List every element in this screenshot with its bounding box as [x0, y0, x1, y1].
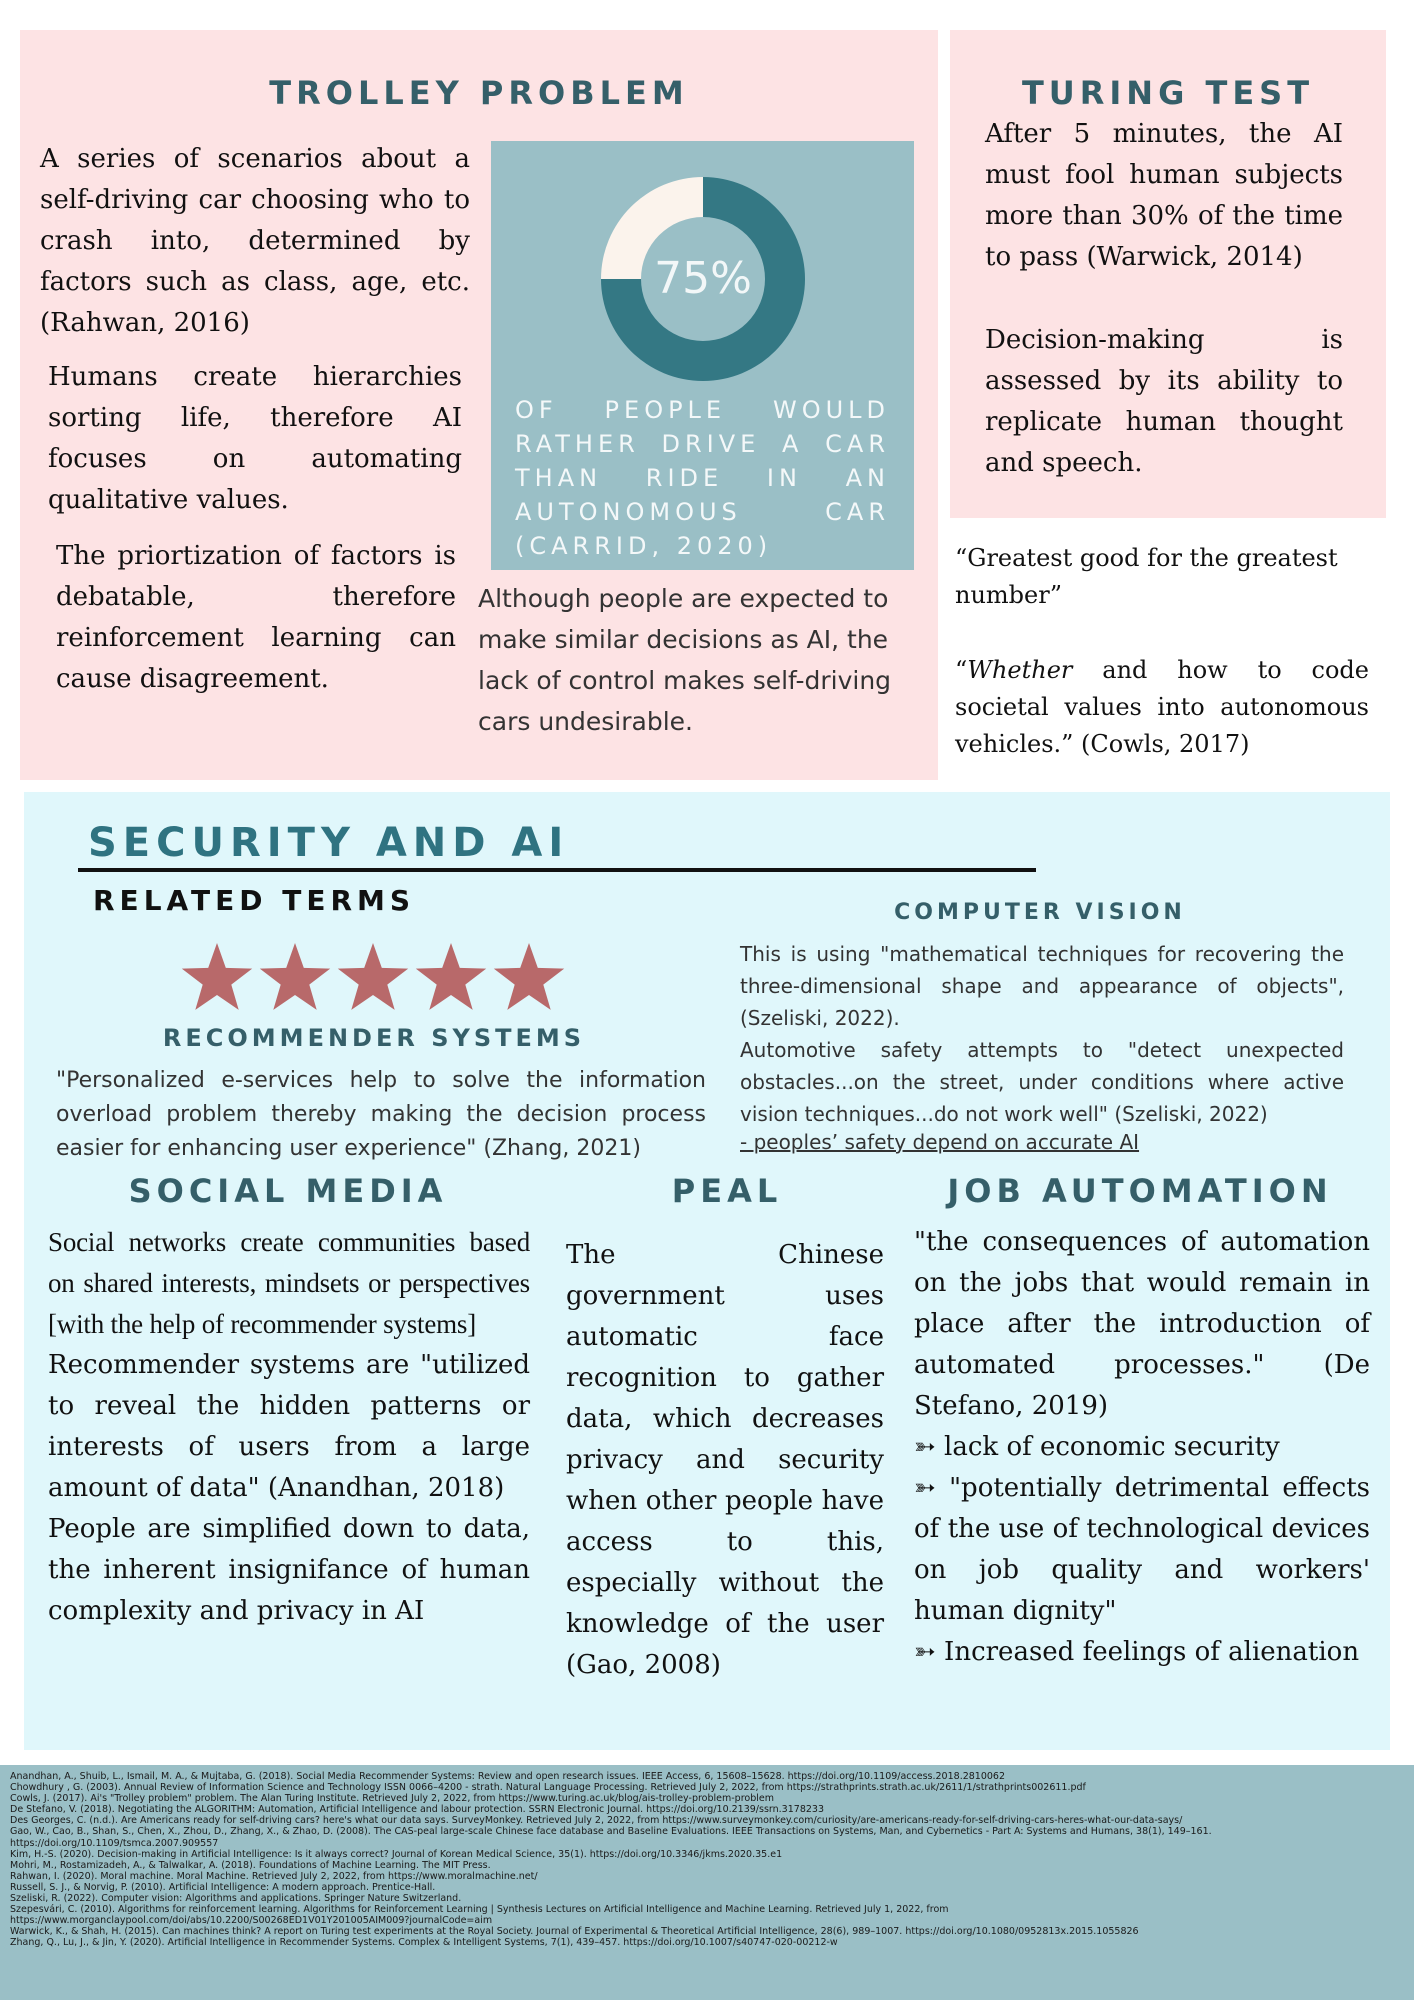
reference-item: Rahwan, I. (2020). Moral machine. Moral Machine. Retrieved July 2, 2022, from https://www.moralmachine.net/ [10, 1870, 538, 1882]
quote-italic-word: Whether [967, 656, 1073, 684]
recommender-text: "Personalized e-services help to solve the information overload problem thereby making the decision process easier for enhancing user experience" (Zhang, 2021) [56, 1068, 706, 1161]
computer-vision-text [740, 938, 1344, 1130]
reference-item: Zhang, Q., Lu, J., & Jin, Y. (2020). Artificial Intelligence in Recommender Systems. Complex & Intelligent Systems, 7(1), 439–457. https://doi.org/10.1007/s40747-020-00212-w [10, 1937, 838, 1949]
reference-item: Chowdhury , G. (2003). Annual Review of Information Science and Technology ISSN 0066–4200 - strath. Natural Language Processing. Retrieved July 2, 2022, from https://strathprints.strath.ac.uk/2611/1/strathprints002611.pdf [10, 1782, 1086, 1794]
trolley-title: TROLLEY PROBLEM [269, 74, 689, 112]
peal-text: The Chinese government uses automatic face recognition to gather data, which decreases privacy and security when other people have access to this, especially without the knowledge of the user (Gao, 2008) [566, 1240, 884, 1680]
social-media-text [48, 1222, 530, 1632]
job-bullet-1: ➳ lack of economic security [914, 1432, 1280, 1462]
reference-item: Szeliski, R. (2022). Computer vision: Algorithms and applications. Springer Nature Switzerland. [10, 1893, 462, 1905]
computer-vision-text-2: Automotive safety attempts to "detect unexpected obstacles...on the street, under conditions where active vision techniques...do not work well" (Szeliski, 2022) [740, 1038, 1344, 1126]
donut-caption: OF PEOPLE WOULD RATHER DRIVE A CAR THAN RIDE IN AN AUTONOMOUS CAR (CARRID, 2020) [515, 396, 890, 560]
job-automation-text [914, 1222, 1370, 1673]
social-paragraph-2: Recommender systems are "utilized to reveal the hidden patterns or interests of users from a large amount of data" (Anandhan, 2018) [48, 1350, 530, 1503]
security-title: SECURITY AND AI [88, 820, 570, 866]
social-media-title: SOCIAL MEDIA [128, 1172, 448, 1210]
reference-item: https://doi.org/10.1109/tsmca.2007.909557 [10, 1837, 219, 1849]
star-icon [182, 943, 252, 1010]
computer-vision-text-1: This is using "mathematical techniques for recovering the three-dimensional shape and appearance of objects", (Szeliski, 2022). [740, 942, 1344, 1030]
star-icon [338, 943, 408, 1010]
quote-cowls [955, 652, 1369, 763]
trolley-summary-text: Although people are expected to make similar decisions as AI, the lack of control makes self-driving cars undesirable. [478, 584, 892, 736]
trolley-paragraph-2: Humans create hierarchies sorting life, therefore AI focuses on automating qualitative values. [48, 362, 462, 515]
reference-item: Des Georges, C. (n.d.). Are Americans ready for self-driving cars? here's what our data says. SurveyMonkey. Retrieved July 2, 2022, from https://www.surveymonkey.com/curiosity/are-americans-ready-for-self-driving-cars-heres-what-our-data-says/ [10, 1815, 1183, 1827]
reference-item: Kim, H.-S. (2020). Decision-making in Artificial Intelligence: Is it always correct? Journal of Korean Medical Science, 35(1). https://doi.org/10.3346/jkms.2020.35.e1 [10, 1848, 783, 1860]
reference-item: Warwick, K., & Shah, H. (2015). Can machines think? A report on Turing test experiments at the Royal Society. Journal of Experimental & Theoretical Artificial Intelligence, 28(6), 989–1007. https://doi.org/10.1080/0952813x.2015.1055826 [10, 1926, 1139, 1938]
reference-item: Szepesvári, C. (2010). Algorithms for reinforcement learning. Algorithms for Reinforcement Learning | Synthesis Lectures on Artificial Intelligence and Machine Learning. Retrieved July 1, 2022, from [10, 1904, 949, 1916]
star-icon [416, 943, 486, 1010]
turing-title: TURING TEST [1021, 74, 1315, 112]
quote-rest: and how to code societal values into autonomous vehicles.” (Cowls, 2017) [955, 656, 1369, 758]
reference-item: Russell, S. J., & Norvig, P. (2010). Artificial Intelligence: A modern approach. Prentice-Hall. [10, 1881, 436, 1893]
donut-percent-label: 75% [654, 253, 752, 304]
reference-item: https://www.morganclaypool.com/doi/abs/10.2200/S00268ED1V01Y201005AIM009?journalCode=aim [10, 1915, 493, 1927]
star-icon [260, 943, 330, 1010]
donut-chart [599, 175, 807, 383]
job-automation-title: JOB AUTOMATION [947, 1172, 1333, 1210]
job-bullet-2: ➳ "potentially detrimental effects of the use of technological devices on job quality and workers' human dignity" [914, 1473, 1370, 1626]
computer-vision-note: - peoples’ safety depend on accurate AI [740, 1130, 1140, 1154]
donut-chart-box [491, 141, 914, 570]
references-list [0, 1765, 1414, 2000]
job-bullet-3: ➳ Increased feelings of alienation [914, 1637, 1360, 1667]
star-icon [494, 943, 564, 1010]
security-divider [78, 868, 1036, 872]
turing-paragraph-2: Decision-making is assessed by its ability to replicate human thought and speech. [985, 325, 1343, 478]
trolley-paragraph-3: The priortization of factors is debatable, therefore reinforcement learning can cause disagreement. [56, 541, 456, 694]
reference-item: Anandhan, A., Shuib, L., Ismail, M. A., & Mujtaba, G. (2018). Social Media Recommender Systems: Review and open research issues. IEEE Access, 6, 15608–15628. https://doi.org/10.1109/access.2018.2810062 [10, 1771, 1006, 1782]
job-paragraph-1: "the consequences of automation on the jobs that would remain in place after the introduction of automated processes." (De Stefano, 2019) [914, 1227, 1370, 1421]
turing-paragraph-1: After 5 minutes, the AI must fool human subjects more than 30% of the time to pass (Warwick, 2014) [985, 119, 1343, 272]
five-star-rating [180, 938, 570, 1018]
quote-open-mark: “ [955, 656, 968, 684]
reference-item: Mohri, M., Rostamizadeh, A., & Talwalkar, A. (2018). Foundations of Machine Learning. The MIT Press. [10, 1859, 491, 1871]
reference-item: Cowls, J. (2017). Ai's "Trolley problem" problem. The Alan Turing Institute. Retrieved July 2, 2022, from https://www.turing.ac.uk/blog/ais-trolley-problem-problem [10, 1793, 774, 1805]
social-paragraph-3: People are simplified down to data, the inherent insignifance of human complexity and privacy in AI [48, 1514, 530, 1626]
computer-vision-title: COMPUTER VISION [894, 900, 1186, 925]
peal-title: PEAL [671, 1172, 783, 1210]
quote-greatest-good: “Greatest good for the greatest number” [955, 544, 1338, 609]
related-terms-title: RELATED TERMS [93, 884, 416, 917]
reference-item: De Stefano, V. (2018). Negotiating the ALGORITHM: Automation, Artificial Intelligence and labour protection. SSRN Electronic Journal. https://doi.org/10.2139/ssrn.3178233 [10, 1804, 824, 1816]
recommender-title: RECOMMENDER SYSTEMS [162, 1024, 586, 1052]
trolley-paragraph-1: A series of scenarios about a self-driving car choosing who to crash into, determined by factors such as class, age, etc. (Rahwan, 2016) [40, 144, 470, 338]
reference-item: Gao, W., Cao, B., Shan, S., Chen, X., Zhou, D., Zhang, X., & Zhao, D. (2008). The CAS-peal large-scale Chinese face database and Baseline Evaluations. IEEE Transactions on Systems, Man, and Cybernetics - Part A: Systems and Humans, 38(1), 149–161. [10, 1826, 1212, 1838]
social-paragraph-1: Social networks create communities based on shared interests, mindsets or perspectives [with the help of recommender systems] [48, 1227, 530, 1339]
